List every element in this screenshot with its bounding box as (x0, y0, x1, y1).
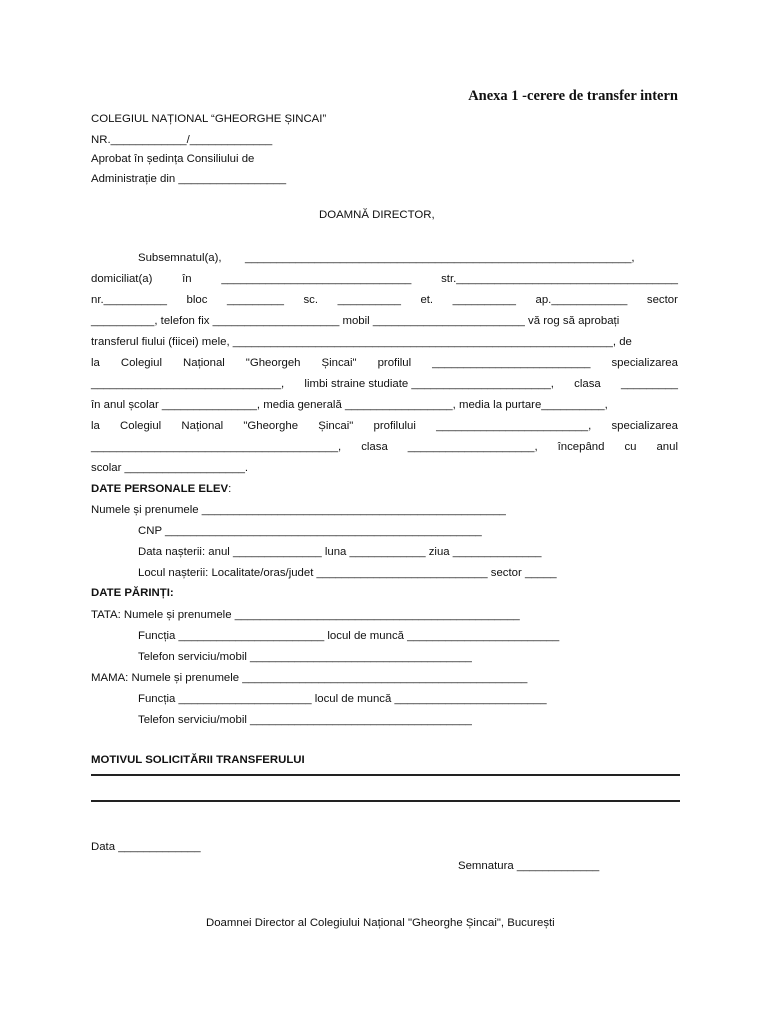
body-word: profilul (377, 357, 412, 369)
body-word: la (91, 420, 100, 432)
student-name-field: Numele și prenumele ________________________________________________ (91, 504, 506, 516)
signature-field: Semnatura _____________ (458, 860, 600, 872)
body-word: sector (646, 294, 678, 306)
body-word: specializarea (611, 357, 678, 369)
mother-phone-field: Telefon serviciu/mobil ___________________________________ (138, 714, 472, 726)
body-word: ____________________, (407, 441, 538, 453)
father-name-field: TATA: Numele și prenumele _____________________________________________ (91, 609, 520, 621)
body-line-1-blank: _____________________________________________________________, (245, 252, 635, 264)
body-word: domiciliat(a) (91, 273, 153, 285)
body-word: limbi straine studiate ______________________, (304, 378, 554, 390)
reason-line-1 (91, 774, 680, 776)
body-word: începând (557, 441, 605, 453)
body-word: profilului (373, 420, 416, 432)
student-heading-colon: : (228, 483, 232, 495)
body-word: _________ (620, 378, 678, 390)
body-word: nr.__________ (91, 294, 168, 306)
body-line-11: scolar ___________________. (91, 462, 249, 474)
body-line-9 (91, 419, 678, 433)
body-word: ap.____________ (535, 294, 628, 306)
salutation: DOAMNĂ DIRECTOR, (319, 209, 435, 221)
body-line-10 (91, 440, 678, 454)
date-field: Data _____________ (91, 841, 201, 853)
body-line-1-start: Subsemnatul(a), (138, 252, 222, 264)
school-name: COLEGIUL NAȚIONAL “GHEORGHE ȘINCAI” (91, 113, 327, 125)
body-line-6 (91, 356, 678, 370)
body-word: clasa (574, 378, 601, 390)
student-cnp-field: CNP __________________________________________________ (138, 525, 482, 537)
body-word: în (182, 273, 192, 285)
body-word: ______________________________ (221, 273, 412, 285)
body-word: Colegiul (120, 420, 162, 432)
body-word: "Gheorghe (243, 420, 299, 432)
body-word: Colegiul (120, 357, 163, 369)
parents-section-heading: DATE PĂRINȚI: (91, 587, 174, 599)
body-word: _________ (226, 294, 284, 306)
mother-job-field: Funcția _____________________ locul de muncă ________________________ (138, 693, 547, 705)
body-word: sc. (303, 294, 319, 306)
approval-line-2: Administrație din _________________ (91, 173, 287, 185)
document-title: Anexa 1 -cerere de transfer intern (468, 88, 678, 104)
body-word: "Gheorgeh (245, 357, 301, 369)
body-line-3 (91, 293, 678, 307)
body-line-7 (91, 377, 678, 391)
body-word: la (91, 357, 100, 369)
body-line-5: transferul fiului (fiicei) mele, ____________________________________________________________, de (91, 336, 632, 348)
body-word: str.___________________________________ (441, 273, 678, 285)
body-word: _______________________________________, (91, 441, 342, 453)
father-phone-field: Telefon serviciu/mobil ___________________________________ (138, 651, 472, 663)
body-word: __________ (337, 294, 401, 306)
body-word: cu (624, 441, 637, 453)
body-word: __________ (452, 294, 516, 306)
body-word: _________________________ (432, 357, 591, 369)
body-word: ________________________, (436, 420, 592, 432)
body-word: Național (183, 357, 225, 369)
body-word: specializarea (611, 420, 678, 432)
body-word: Șincai" (321, 357, 357, 369)
body-line-4: __________, telefon fix ____________________ mobil ________________________ vă rog să aprobați (91, 315, 620, 327)
body-word: et. (420, 294, 434, 306)
body-line-8: în anul școlar _______________, media generală _________________, media la purtare__________, (91, 399, 608, 411)
body-word: bloc (186, 294, 208, 306)
student-section-heading (91, 482, 231, 496)
student-birth-date-field: Data nașterii: anul ______________ luna ____________ ziua ______________ (138, 546, 542, 558)
body-word: anul (656, 441, 678, 453)
student-birth-place-field: Locul nașterii: Localitate/oras/judet ___________________________ sector _____ (138, 567, 557, 579)
mother-name-field: MAMA: Numele și prenumele _____________________________________________ (91, 672, 528, 684)
reason-line-2 (91, 800, 680, 802)
father-job-field: Funcția _______________________ locul de muncă ________________________ (138, 630, 560, 642)
reason-heading: MOTIVUL SOLICITĂRII TRANSFERULUI (91, 754, 305, 766)
body-word: Șincai" (318, 420, 354, 432)
body-word: clasa (361, 441, 388, 453)
body-word: ______________________________, (91, 378, 285, 390)
registration-number: NR.____________/_____________ (91, 134, 273, 146)
body-line-2 (91, 272, 678, 286)
student-heading-text: DATE PERSONALE ELEV (91, 483, 229, 495)
approval-line-1: Aprobat în ședința Consiliului de (91, 153, 255, 165)
body-word: Național (181, 420, 224, 432)
addressee-line: Doamnei Director al Colegiului Național "Gheorghe Șincai", București (206, 917, 555, 929)
